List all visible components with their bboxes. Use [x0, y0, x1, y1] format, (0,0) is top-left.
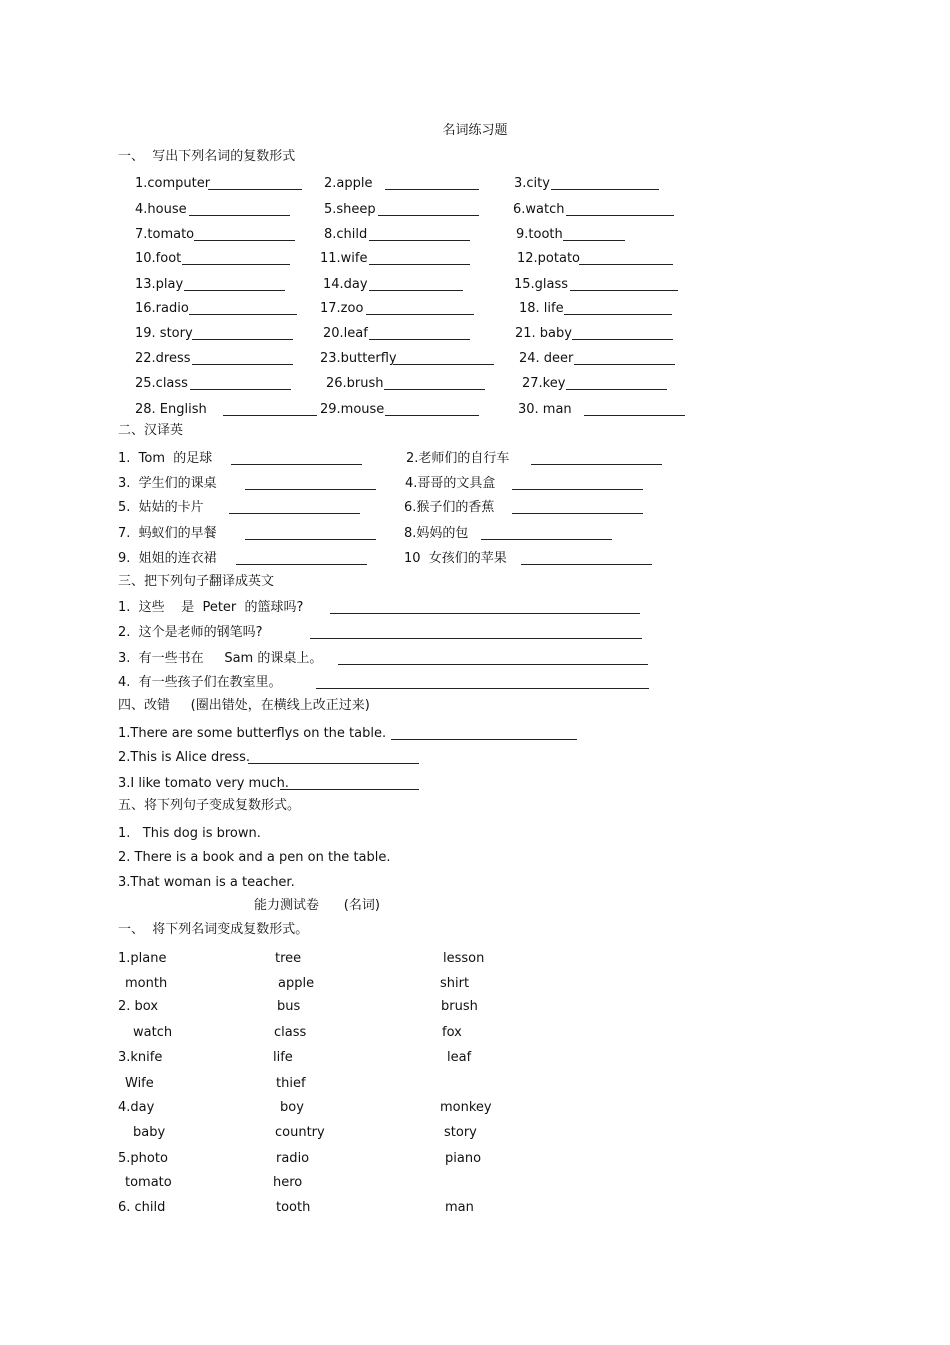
sentence-item: 3. 有一些书在 Sam 的课桌上。	[118, 651, 323, 666]
answer-blank[interactable]	[189, 203, 290, 216]
page-title: 名词练习题	[442, 123, 508, 138]
answer-blank[interactable]	[280, 777, 419, 790]
noun-item: 6.watch	[513, 202, 565, 217]
word-item: 3.knife	[118, 1050, 163, 1065]
word-item: shirt	[440, 976, 470, 991]
answer-blank[interactable]	[551, 177, 659, 190]
noun-item: 25.class	[135, 376, 188, 391]
correction-item: 3.I like tomato very much.	[118, 776, 289, 791]
noun-item: 7.tomato	[135, 227, 195, 242]
noun-item: 16.radio	[135, 301, 189, 316]
noun-item: 3.city	[514, 176, 550, 191]
translate-item: 1. Tom 的足球	[118, 451, 213, 466]
noun-item: 23.butterfly	[320, 351, 397, 366]
answer-blank[interactable]	[384, 377, 485, 390]
translate-item: 7. 蚂蚁们的早餐	[118, 526, 217, 541]
answer-blank[interactable]	[316, 676, 649, 689]
answer-blank[interactable]	[563, 228, 625, 241]
answer-blank[interactable]	[369, 327, 470, 340]
section2-heading: 二、汉译英	[118, 423, 184, 438]
answer-blank[interactable]	[385, 177, 479, 190]
translate-item: 10 女孩们的苹果	[404, 551, 507, 566]
answer-blank[interactable]	[521, 552, 652, 565]
answer-blank[interactable]	[391, 727, 577, 740]
answer-blank[interactable]	[338, 652, 648, 665]
section1-heading: 一、 写出下列名词的复数形式	[118, 149, 296, 164]
answer-blank[interactable]	[229, 501, 360, 514]
word-item: monkey	[440, 1100, 492, 1115]
answer-blank[interactable]	[231, 452, 362, 465]
noun-item: 9.tooth	[516, 227, 563, 242]
answer-blank[interactable]	[223, 403, 317, 416]
answer-blank[interactable]	[378, 203, 479, 216]
answer-blank[interactable]	[236, 552, 367, 565]
translate-item: 9. 姐姐的连衣裙	[118, 551, 217, 566]
answer-blank[interactable]	[192, 352, 293, 365]
noun-item: 24. deer	[519, 351, 574, 366]
word-item: thief	[276, 1076, 306, 1091]
word-item: baby	[133, 1125, 166, 1140]
noun-item: 12.potato	[517, 251, 580, 266]
noun-item: 8.child	[324, 227, 368, 242]
answer-blank[interactable]	[190, 377, 291, 390]
answer-blank[interactable]	[570, 278, 678, 291]
noun-item: 29.mouse	[320, 402, 385, 417]
answer-blank[interactable]	[574, 352, 675, 365]
answer-blank[interactable]	[531, 452, 662, 465]
noun-item: 20.leaf	[323, 326, 368, 341]
answer-blank[interactable]	[369, 252, 470, 265]
section3-heading: 三、把下列句子翻译成英文	[118, 574, 275, 589]
word-item: watch	[133, 1025, 173, 1040]
word-item: lesson	[443, 951, 485, 966]
noun-item: 13.play	[135, 277, 184, 292]
answer-blank[interactable]	[566, 377, 667, 390]
sentence-item: 2. 这个是老师的钢笔吗?	[118, 625, 263, 640]
answer-blank[interactable]	[572, 327, 673, 340]
noun-item: 27.key	[522, 376, 566, 391]
noun-item: 11.wife	[320, 251, 368, 266]
word-item: class	[274, 1025, 307, 1040]
noun-item: 14.day	[323, 277, 368, 292]
word-item: 5.photo	[118, 1151, 168, 1166]
answer-blank[interactable]	[245, 527, 376, 540]
word-item: Wife	[125, 1076, 154, 1091]
noun-item: 28. English	[135, 402, 207, 417]
answer-blank[interactable]	[192, 327, 293, 340]
word-item: life	[273, 1050, 293, 1065]
word-item: apple	[278, 976, 315, 991]
noun-item: 26.brush	[326, 376, 384, 391]
answer-blank[interactable]	[512, 477, 643, 490]
noun-item: 17.zoo	[320, 301, 364, 316]
word-item: tomato	[125, 1175, 172, 1190]
word-item: leaf	[447, 1050, 472, 1065]
answer-blank[interactable]	[512, 501, 643, 514]
word-item: brush	[441, 999, 478, 1014]
word-item: bus	[277, 999, 301, 1014]
plural-sentence: 3.That woman is a teacher.	[118, 875, 295, 890]
word-item: country	[275, 1125, 325, 1140]
word-item: 4.day	[118, 1100, 155, 1115]
word-item: boy	[280, 1100, 304, 1115]
noun-item: 15.glass	[514, 277, 569, 292]
answer-blank[interactable]	[369, 278, 463, 291]
translate-item: 4.哥哥的文具盒	[405, 476, 496, 491]
word-item: story	[444, 1125, 477, 1140]
translate-item: 8.妈妈的包	[404, 526, 469, 541]
translate-item: 2.老师们的自行车	[406, 451, 510, 466]
noun-item: 10.foot	[135, 251, 182, 266]
noun-item: 4.house	[135, 202, 187, 217]
noun-item: 18. life	[519, 301, 564, 316]
noun-item: 5.sheep	[324, 202, 376, 217]
word-item: tooth	[276, 1200, 311, 1215]
word-item: fox	[442, 1025, 462, 1040]
noun-item: 21. baby	[515, 326, 572, 341]
noun-item: 2.apple	[324, 176, 373, 191]
correction-item: 1.There are some butterflys on the table.	[118, 726, 387, 741]
answer-blank[interactable]	[208, 177, 302, 190]
noun-item: 22.dress	[135, 351, 191, 366]
answer-blank[interactable]	[366, 302, 474, 315]
answer-blank[interactable]	[579, 252, 673, 265]
section4-heading: 四、改错 (圈出错处，在横线上改正过来)	[118, 698, 370, 713]
word-item: 1.plane	[118, 951, 167, 966]
sentence-item: 4. 有一些孩子们在教室里。	[118, 675, 282, 690]
word-item: radio	[276, 1151, 310, 1166]
answer-blank[interactable]	[566, 203, 674, 216]
answer-blank[interactable]	[194, 228, 295, 241]
answer-blank[interactable]	[182, 252, 290, 265]
answer-blank[interactable]	[369, 228, 470, 241]
word-item: 6. child	[118, 1200, 166, 1215]
answer-blank[interactable]	[245, 477, 376, 490]
word-item: tree	[275, 951, 302, 966]
plural-sentence: 1. This dog is brown.	[118, 826, 261, 841]
translate-item: 6.猴子们的香蕉	[404, 500, 495, 515]
noun-item: 1.computer	[135, 176, 211, 191]
word-item: hero	[273, 1175, 303, 1190]
word-item: piano	[445, 1151, 482, 1166]
answer-blank[interactable]	[481, 527, 612, 540]
test-title: 能力测试卷 (名词)	[254, 898, 380, 913]
answer-blank[interactable]	[564, 302, 672, 315]
sentence-item: 1. 这些 是 Peter 的篮球吗?	[118, 600, 304, 615]
noun-item: 30. man	[518, 402, 572, 417]
word-item: man	[445, 1200, 474, 1215]
word-item: month	[125, 976, 168, 991]
answer-blank[interactable]	[584, 403, 685, 416]
answer-blank[interactable]	[393, 352, 494, 365]
answer-blank[interactable]	[248, 751, 419, 764]
answer-blank[interactable]	[385, 403, 479, 416]
answer-blank[interactable]	[330, 601, 640, 614]
answer-blank[interactable]	[189, 302, 297, 315]
section5-heading: 五、将下列句子变成复数形式。	[118, 798, 301, 813]
translate-item: 3. 学生们的课桌	[118, 476, 217, 491]
test-heading: 一、 将下列名词变成复数形式。	[118, 922, 309, 937]
plural-sentence: 2. There is a book and a pen on the table.	[118, 850, 391, 865]
translate-item: 5. 姑姑的卡片	[118, 500, 204, 515]
correction-item: 2.This is Alice dress.	[118, 750, 250, 765]
answer-blank[interactable]	[184, 278, 285, 291]
answer-blank[interactable]	[310, 626, 642, 639]
noun-item: 19. story	[135, 326, 193, 341]
word-item: 2. box	[118, 999, 159, 1014]
